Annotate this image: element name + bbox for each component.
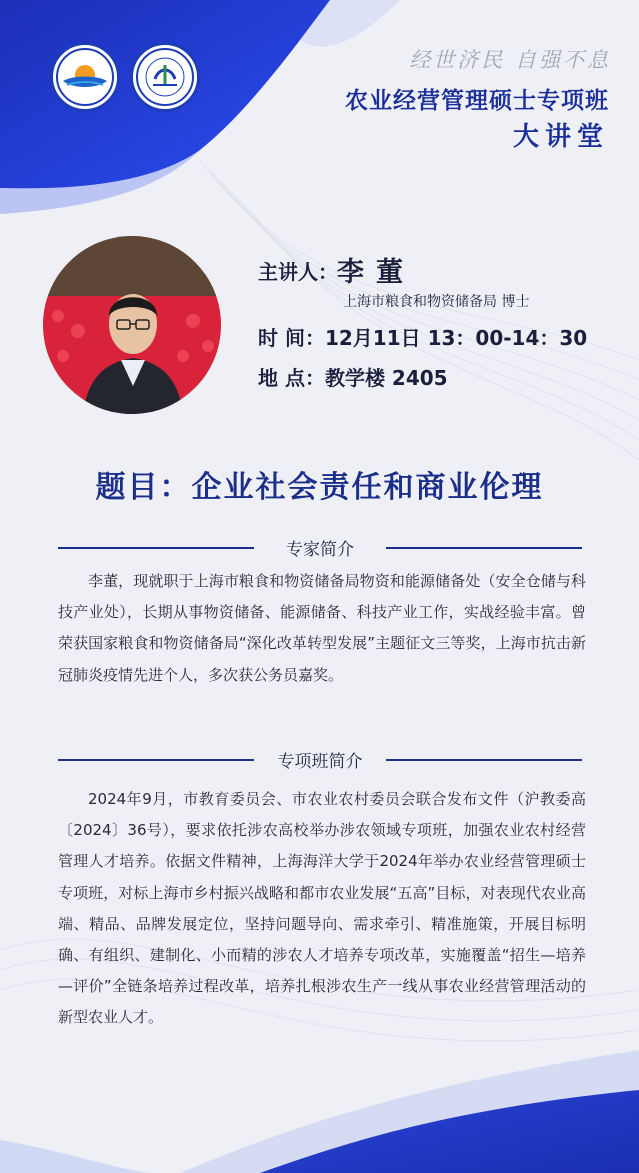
program-intro: 2024年9月，市教育委员会、市农业农村委员会联合发布文件（沪教委高〔2024〕36号），要求依托涉农高校举办涉农领域专项班，加强农业农村经营管理人才培养。依据文件精神，上海海洋大学于2024年举办农业经营管理硕士专项班，对标上海市乡村振兴战略和都市农业发展“五高”目标，对表现代农业高端、精品、品牌发展定位，坚持问题导向、需求牵引、精准施策，开展目标明确、有组织、建制化、小而精的涉农人才培养专项改革，实施覆盖“招生—培养—评价”全链条培养过程改革，培养扎根涉农生产一线从事农业经营管理活动的新型农业人才。 [58,790,586,1027]
university-logo [50,42,120,112]
divider-line [386,759,582,761]
time-row [258,322,587,351]
speaker-label: 主讲人： [258,260,338,284]
speaker-organization: 上海市粮食和物资储备局 博士 [343,294,530,310]
section-heading-label: 专项班简介 [277,752,363,772]
place-row [258,362,448,391]
place-label: 地 点： [258,366,325,390]
time-value: 12月11日 13：00-14：30 [324,326,588,350]
expert-section-heading [58,533,582,563]
speaker-portrait [43,236,221,414]
footer-wave [0,1020,639,1173]
lecture-topic: 题目：企业社会责任和商业伦理 [95,470,544,505]
program-title: 农业经营管理硕士专项班 [345,87,609,114]
header-wave [0,0,639,230]
college-logo [130,42,200,112]
motto: 经世济民 自强不息 [409,48,611,72]
divider-line [386,547,582,549]
expert-bio: 李董，现就职于上海市粮食和物资储备局物资和能源储备处（安全仓储与科技产业处），长期从事物资储备、能源储备、科技产业工作，实战经验丰富。曾荣获国家粮食和物资储备局“深化改革转型发展”主题征文三等奖，上海市抗击新冠肺炎疫情先进个人，多次获公务员嘉奖。 [58,572,586,684]
section-heading-label: 专家简介 [286,540,354,560]
speaker-name: 李董 [337,257,415,288]
program-section-heading [58,745,582,775]
place-value: 教学楼 2405 [324,366,448,390]
time-label: 时 间： [258,326,325,350]
program-subtitle: 大讲堂 [512,122,609,152]
